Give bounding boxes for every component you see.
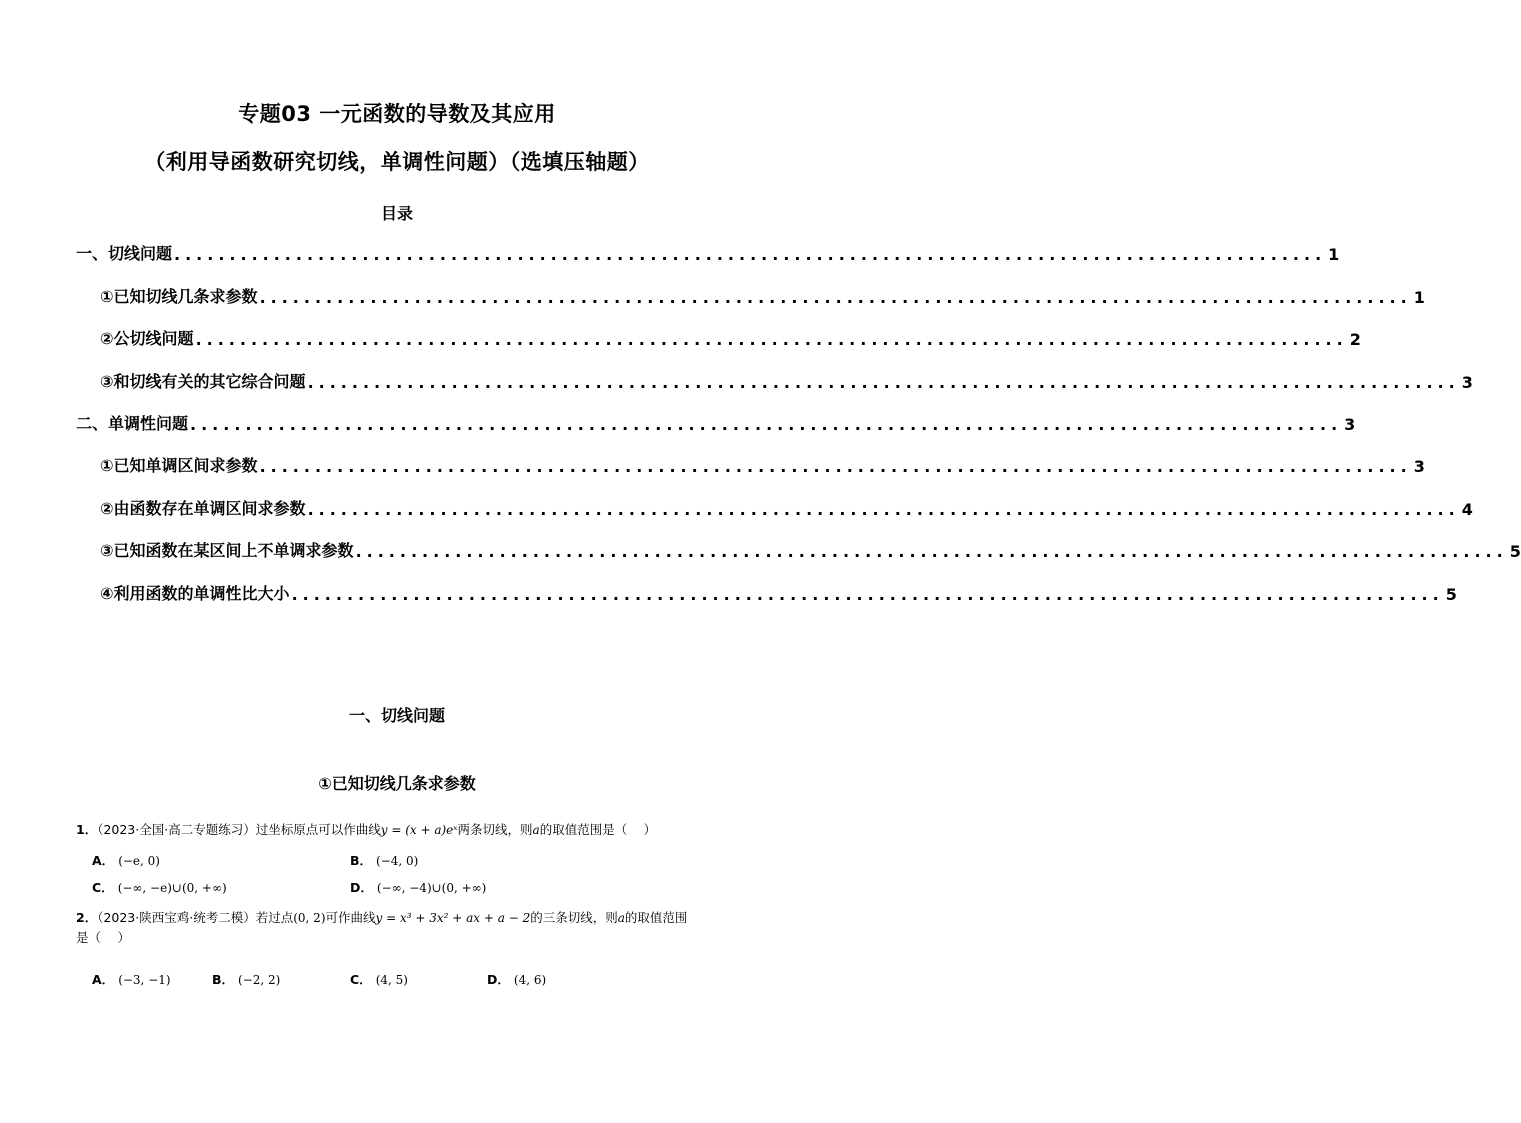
- toc-entry-page: 4: [1461, 500, 1473, 519]
- option-value: (−3, −1): [118, 973, 171, 987]
- option-label: D．: [350, 880, 373, 895]
- variable: a: [617, 911, 625, 925]
- toc-entry[interactable]: [76, 410, 1356, 434]
- option-value: (−e, 0): [118, 854, 160, 868]
- subsection-heading: ①已知切线几条求参数: [318, 774, 476, 793]
- document-title: 专题03 一元函数的导数及其应用: [238, 102, 556, 126]
- toc-entry-label: ④利用函数的单调性比大小: [100, 584, 290, 603]
- section-heading: 一、切线问题: [348, 706, 445, 725]
- question-text: 若过点: [255, 910, 294, 925]
- toc-entry-page: 3: [1413, 457, 1425, 476]
- question-2: [76, 908, 726, 948]
- question-number: 1．: [76, 822, 98, 837]
- option-value: (4, 5): [375, 973, 408, 987]
- toc-leader-dots: ........................................................................................................: [190, 415, 1343, 434]
- formula: y = (x + a)eˣ: [380, 823, 458, 837]
- toc-entry[interactable]: [100, 537, 1521, 561]
- toc-entry-label: ②由函数存在单调区间求参数: [100, 499, 306, 518]
- toc-leader-dots: ........................................................................................................: [259, 457, 1412, 476]
- toc-entry-page: 5: [1445, 585, 1457, 604]
- toc-entry-label: ①已知切线几条求参数: [100, 287, 258, 306]
- toc-entry-page: 3: [1461, 373, 1473, 392]
- toc-entry-label: ②公切线问题: [100, 329, 194, 348]
- option-d[interactable]: [350, 878, 486, 896]
- toc-leader-dots: ........................................................................................................: [195, 330, 1348, 349]
- toc-entry-label: ③和切线有关的其它综合问题: [100, 372, 306, 391]
- toc-heading: 目录: [380, 204, 413, 223]
- option-label: C．: [350, 972, 372, 987]
- toc-leader-dots: ........................................................................................................: [174, 245, 1327, 264]
- question-text: 的取值范围: [624, 910, 688, 925]
- option-value: (−4, 0): [376, 854, 419, 868]
- question-text: 可作曲线: [325, 910, 376, 925]
- toc-entry[interactable]: [100, 580, 1457, 604]
- toc-entry-page: 2: [1349, 330, 1361, 349]
- toc-entry[interactable]: [100, 495, 1473, 519]
- question-text: 是（ ）: [76, 930, 130, 945]
- point: (0, 2): [293, 911, 326, 925]
- toc-leader-dots: ........................................................................................................: [355, 542, 1508, 561]
- option-label: A．: [92, 853, 115, 868]
- question-text: 的取值范围是（ ）: [539, 822, 657, 837]
- option-d[interactable]: [487, 970, 546, 988]
- toc-entry[interactable]: [100, 325, 1361, 349]
- option-label: B．: [350, 853, 373, 868]
- option-b[interactable]: [350, 851, 418, 869]
- question-number: 2．: [76, 910, 98, 925]
- option-value: (−2, 2): [238, 973, 281, 987]
- option-b[interactable]: [212, 970, 280, 988]
- toc-entry[interactable]: [100, 368, 1473, 392]
- document-subtitle: （利用导函数研究切线，单调性问题）（选填压轴题）: [144, 150, 650, 174]
- toc-leader-dots: ........................................................................................................: [259, 288, 1412, 307]
- toc-entry-label: ③已知函数在某区间上不单调求参数: [100, 541, 354, 560]
- option-a[interactable]: [92, 851, 160, 869]
- toc-leader-dots: ........................................................................................................: [307, 500, 1460, 519]
- question-source: （2023·陕西宝鸡·统考二模）: [97, 910, 256, 925]
- option-label: B．: [212, 972, 235, 987]
- toc-entry-label: 一、切线问题: [76, 244, 173, 263]
- toc-entry-label: ①已知单调区间求参数: [100, 456, 258, 475]
- toc-entry-label: 二、单调性问题: [76, 414, 189, 433]
- formula: y = x³ + 3x² + ax + a − 2: [375, 911, 531, 925]
- question-1: [76, 820, 726, 840]
- toc-entry[interactable]: [76, 240, 1340, 264]
- question-source: （2023·全国·高二专题练习）: [97, 822, 256, 837]
- option-c[interactable]: [92, 878, 227, 896]
- question-text: 两条切线，则: [457, 822, 533, 837]
- toc-entry-page: 1: [1328, 245, 1340, 264]
- toc-leader-dots: ........................................................................................................: [307, 373, 1460, 392]
- question-text: 过坐标原点可以作曲线: [255, 822, 381, 837]
- variable: a: [532, 823, 540, 837]
- toc-entry[interactable]: [100, 452, 1425, 476]
- option-value: (−∞, −4)∪(0, +∞): [376, 881, 487, 895]
- toc-entry[interactable]: [100, 283, 1425, 307]
- option-label: A．: [92, 972, 115, 987]
- toc-entry-page: 3: [1344, 415, 1356, 434]
- toc-entry-page: 5: [1509, 542, 1521, 561]
- toc-entry-page: 1: [1413, 288, 1425, 307]
- option-value: (4, 6): [513, 973, 547, 987]
- option-value: (−∞, −e)∪(0, +∞): [117, 881, 227, 895]
- option-a[interactable]: [92, 970, 171, 988]
- toc-leader-dots: ........................................................................................................: [291, 585, 1444, 604]
- option-c[interactable]: [350, 970, 408, 988]
- option-label: D．: [487, 972, 510, 987]
- question-text: 的三条切线，则: [530, 910, 618, 925]
- option-label: C．: [92, 880, 114, 895]
